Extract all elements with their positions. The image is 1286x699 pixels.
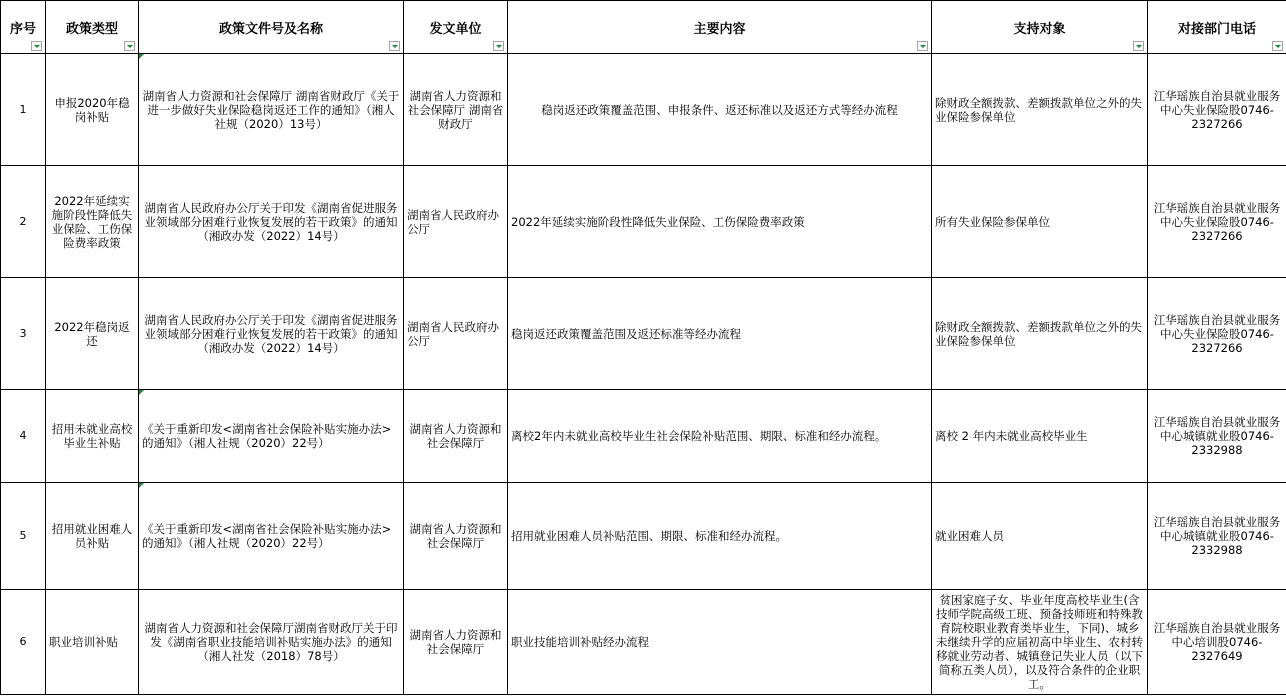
cell-no[interactable]: 4 [1, 390, 46, 483]
cell-target[interactable]: 离校 2 年内未就业高校毕业生 [932, 390, 1148, 483]
filter-dropdown-icon[interactable] [31, 41, 42, 51]
cell-doc-text: 《关于重新印发<湖南省社会保险补贴实施办法>的通知》（湘人社规（2020）22号） [142, 522, 392, 550]
header-issuer [404, 1, 508, 54]
cell-phone[interactable]: 江华瑶族自治县就业服务中心失业保险股0746-2327266 [1148, 278, 1286, 390]
cell-content[interactable]: 招用就业困难人员补贴范围、期限、标准和经办流程。 [508, 483, 932, 590]
filter-dropdown-icon[interactable] [493, 41, 504, 51]
cell-no[interactable]: 3 [1, 278, 46, 390]
cell-content[interactable]: 离校2年内未就业高校毕业生社会保险补贴范围、期限、标准和经办流程。 [508, 390, 932, 483]
header-label: 对接部门电话 [1177, 21, 1256, 37]
table-row [1, 483, 1286, 590]
cell-no[interactable]: 6 [1, 590, 46, 695]
cell-content[interactable]: 稳岗返还政策覆盖范围及返还标准等经办流程 [508, 278, 932, 390]
cell-issuer[interactable]: 湖南省人民政府办公厅 [404, 278, 508, 390]
header-content [508, 1, 932, 54]
header-label: 政策类型 [65, 21, 118, 37]
cell-doc[interactable] [139, 54, 404, 166]
cell-type[interactable]: 职业培训补贴 [46, 590, 139, 695]
cell-no[interactable]: 2 [1, 166, 46, 278]
header-doc [139, 1, 404, 54]
cell-issuer[interactable]: 湖南省人力资源和社会保障厅 [404, 590, 508, 695]
filter-dropdown-icon[interactable] [1272, 41, 1283, 51]
cell-target[interactable]: 除财政全额拨款、差额拨款单位之外的失业保险参保单位 [932, 278, 1148, 390]
header-label: 主要内容 [693, 21, 746, 37]
comment-marker-icon [139, 390, 144, 395]
cell-phone[interactable]: 江华瑶族自治县就业服务中心培训股0746-2327649 [1148, 590, 1286, 695]
filter-dropdown-icon[interactable] [1133, 41, 1144, 51]
cell-phone[interactable]: 江华瑶族自治县就业服务中心城镇就业股0746-2332988 [1148, 390, 1286, 483]
table-row [1, 278, 1286, 390]
table-row [1, 590, 1286, 695]
header-label: 政策文件号及名称 [218, 21, 323, 37]
header-row [1, 1, 1286, 54]
cell-issuer[interactable]: 湖南省人力资源和社会保障厅 [404, 390, 508, 483]
header-phone [1148, 1, 1286, 54]
cell-doc[interactable]: 湖南省人民政府办公厅关于印发《湖南省促进服务业领域部分困难行业恢复发展的若干政策》的通知（湘政办发（2022）14号） [139, 278, 404, 390]
filter-dropdown-icon[interactable] [389, 41, 400, 51]
filter-dropdown-icon[interactable] [124, 41, 135, 51]
comment-marker-icon [139, 483, 144, 488]
cell-phone[interactable]: 江华瑶族自治县就业服务中心失业保险股0746-2327266 [1148, 54, 1286, 166]
table-row [1, 54, 1286, 166]
cell-phone[interactable]: 江华瑶族自治县就业服务中心失业保险股0746-2327266 [1148, 166, 1286, 278]
cell-no[interactable]: 5 [1, 483, 46, 590]
cell-target[interactable]: 就业困难人员 [932, 483, 1148, 590]
cell-doc[interactable]: 湖南省人力资源和社会保障厅湖南省财政厅关于印发《湖南省职业技能培训补贴实施办法》的通知 （湘人社发（2018）78号） [139, 590, 404, 695]
cell-doc[interactable]: 湖南省人民政府办公厅关于印发《湖南省促进服务业领域部分困难行业恢复发展的若干政策》的通知（湘政办发（2022）14号） [139, 166, 404, 278]
header-target [932, 1, 1148, 54]
cell-issuer[interactable]: 湖南省人力资源和社会保障厅 [404, 483, 508, 590]
cell-target[interactable]: 除财政全额拨款、差额拨款单位之外的失业保险参保单位 [932, 54, 1148, 166]
cell-no[interactable]: 1 [1, 54, 46, 166]
cell-target[interactable]: 所有失业保险参保单位 [932, 166, 1148, 278]
cell-target[interactable]: 贫困家庭子女、毕业年度高校毕业生(含技师学院高级工班、预备技师班和特殊教育院校职业教育类毕业生，下同)、城乡未继续升学的应届初高中毕业生、农村转移就业劳动者、城镇登记失业人员（以下简称五类人员），以及符合条件的企业职工。 [932, 590, 1148, 695]
filter-dropdown-icon[interactable] [917, 41, 928, 51]
header-label: 序号 [9, 21, 36, 37]
cell-issuer[interactable]: 湖南省人力资源和社会保障厅 湖南省财政厅 [404, 54, 508, 166]
cell-doc[interactable] [139, 390, 404, 483]
table-row [1, 390, 1286, 483]
header-label: 支持对象 [1013, 21, 1066, 37]
cell-type[interactable]: 招用未就业高校毕业生补贴 [46, 390, 139, 483]
cell-type[interactable]: 2022年延续实施阶段性降低失业保险、工伤保险费率政策 [46, 166, 139, 278]
cell-phone[interactable]: 江华瑶族自治县就业服务中心城镇就业股0746-2332988 [1148, 483, 1286, 590]
cell-doc-text: 湖南省人力资源和社会保障厅 湖南省财政厅《关于进一步做好失业保险稳岗返还工作的通知》（湘人社规（2020）13号） [142, 88, 400, 131]
cell-content[interactable]: 职业技能培训补贴经办流程 [508, 590, 932, 695]
cell-type[interactable]: 2022年稳岗返还 [46, 278, 139, 390]
cell-doc[interactable] [139, 483, 404, 590]
cell-issuer[interactable]: 湖南省人民政府办公厅 [404, 166, 508, 278]
comment-marker-icon [139, 54, 144, 59]
cell-content[interactable]: 稳岗返还政策覆盖范围、申报条件、返还标准以及返还方式等经办流程 [508, 54, 932, 166]
cell-content[interactable]: 2022年延续实施阶段性降低失业保险、工伤保险费率政策 [508, 166, 932, 278]
cell-type[interactable]: 招用就业困难人员补贴 [46, 483, 139, 590]
cell-type[interactable]: 申报2020年稳岗补贴 [46, 54, 139, 166]
cell-doc-text: 《关于重新印发<湖南省社会保险补贴实施办法>的通知》（湘人社规（2020）22号） [142, 422, 392, 450]
header-label: 发文单位 [429, 21, 482, 37]
header-type [46, 1, 139, 54]
header-no [1, 1, 46, 54]
table-row [1, 166, 1286, 278]
